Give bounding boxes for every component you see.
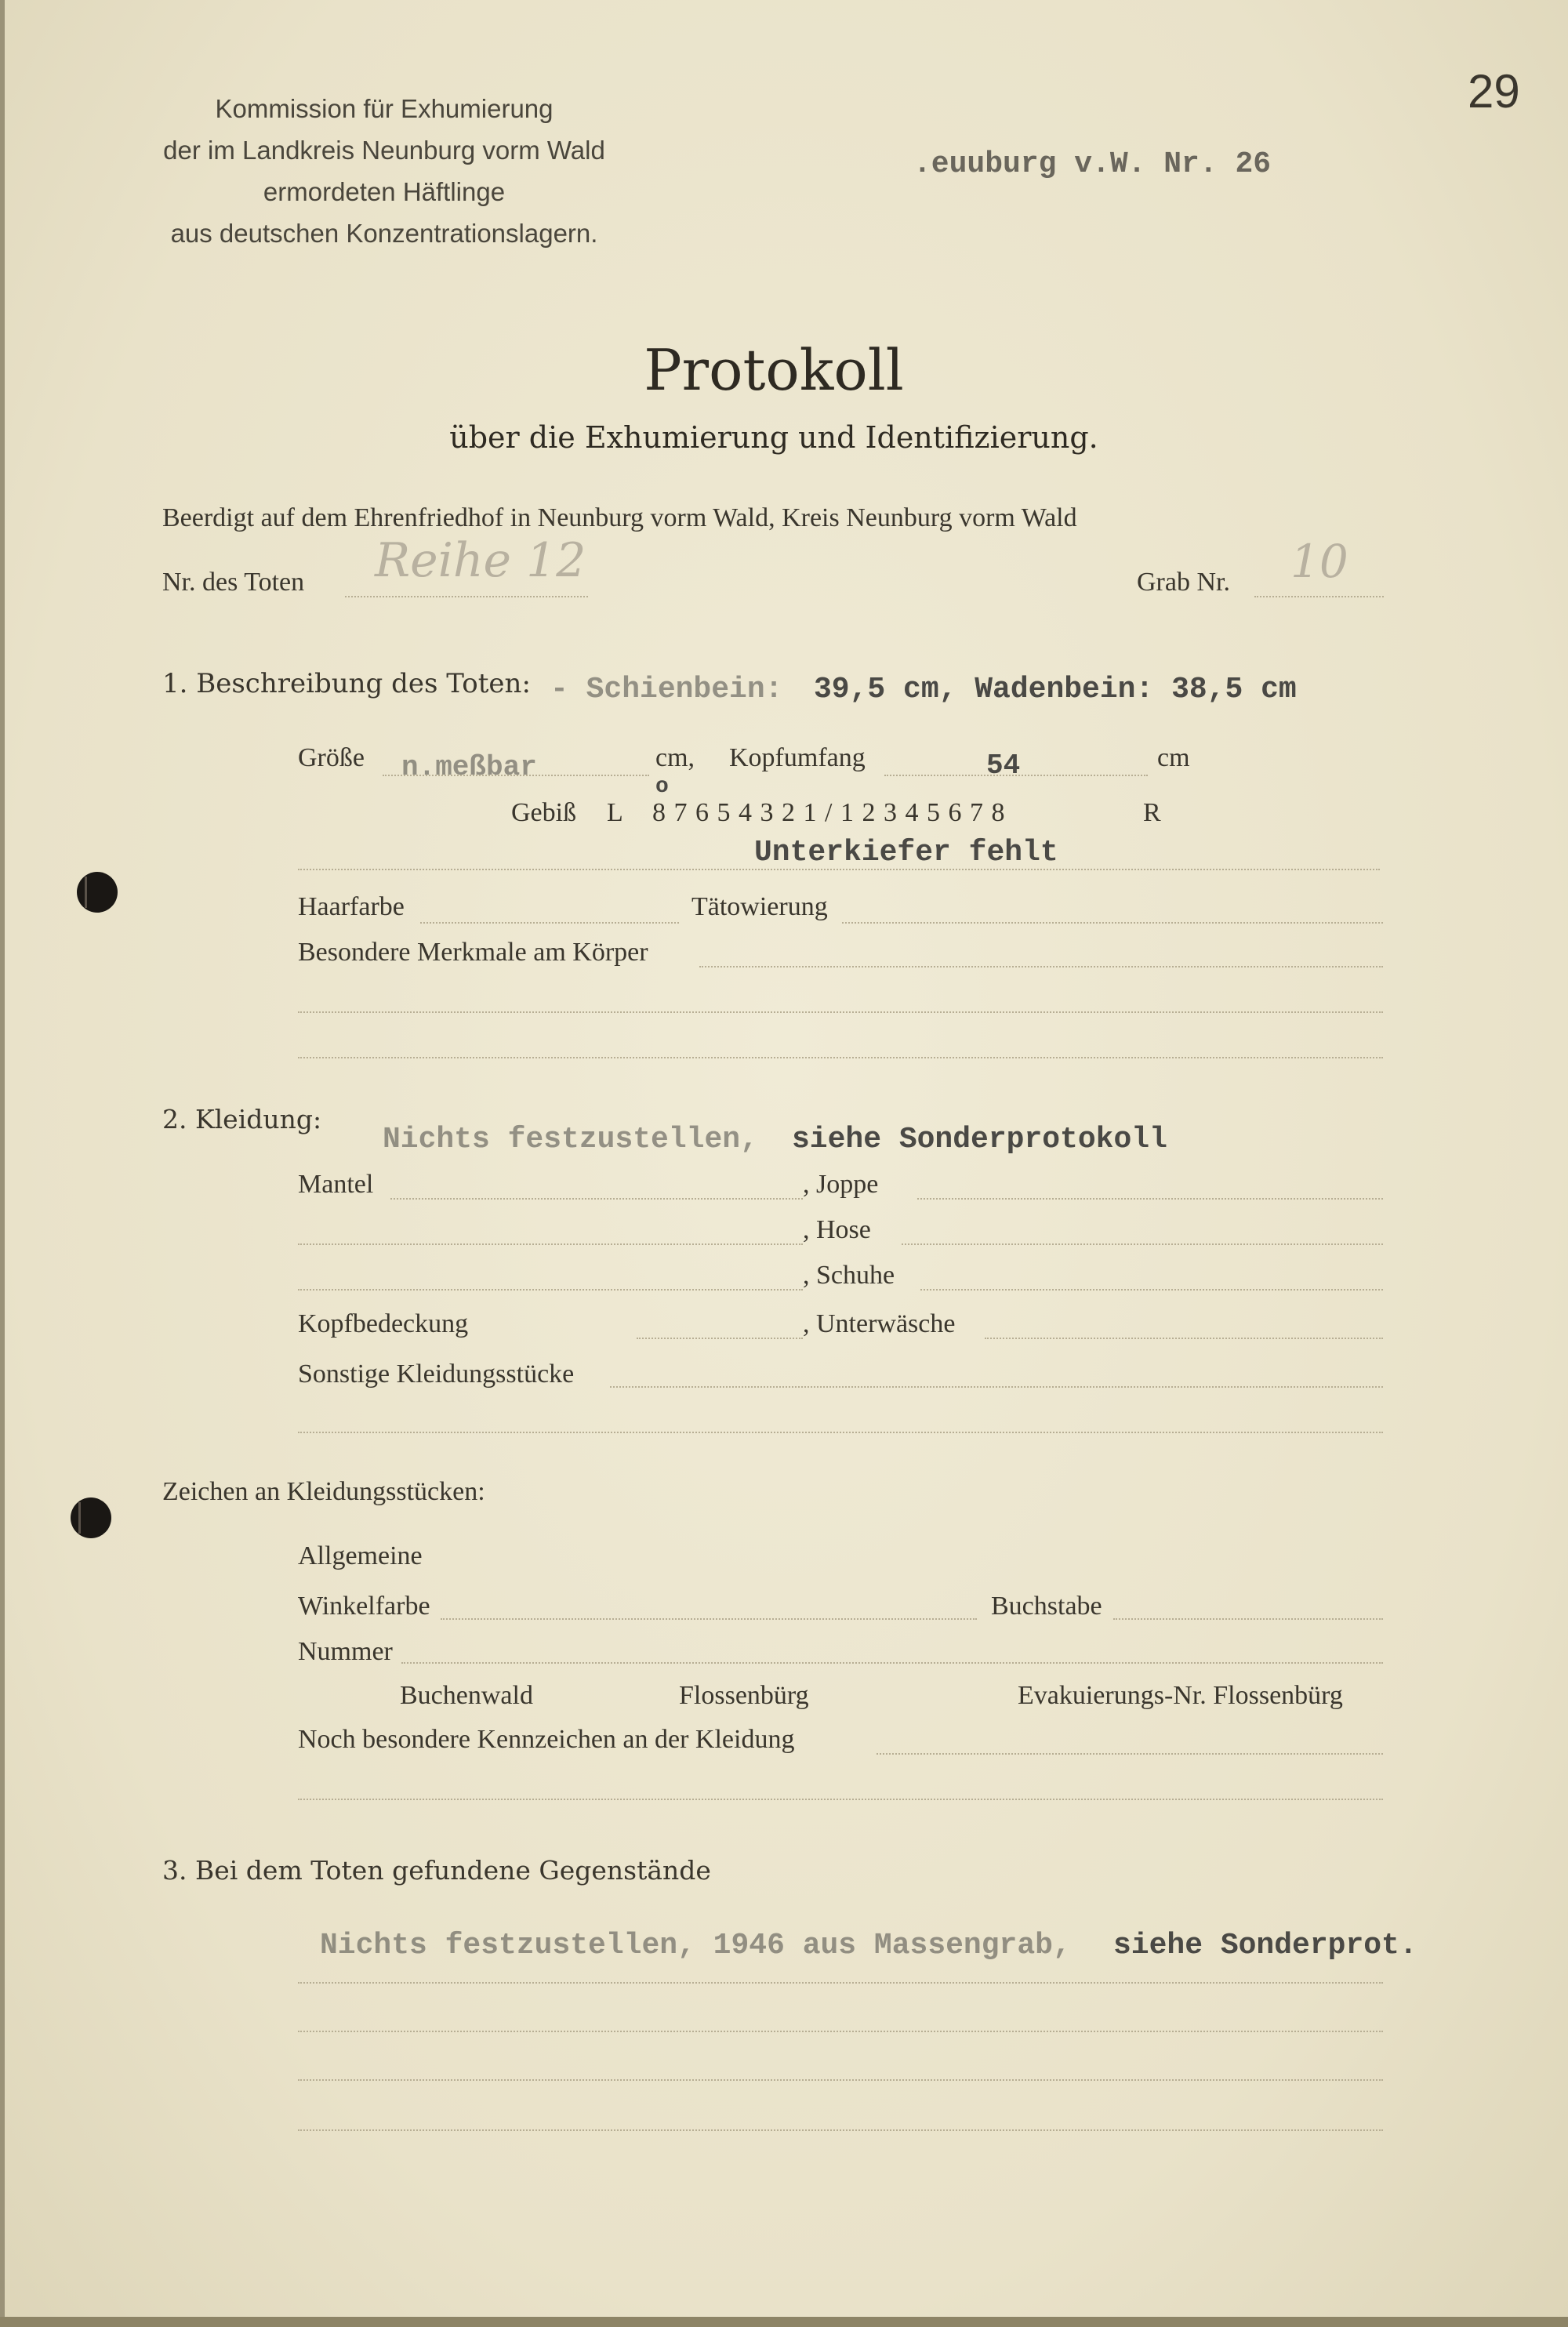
section1-typed-shin: - Schienbein: — [550, 673, 783, 706]
hose-line — [902, 1243, 1383, 1245]
kopfumfang-value: 54 — [986, 750, 1021, 782]
commission-line-3: ermordeten Häftlinge — [263, 177, 506, 206]
groesse-value: n.meßbar — [401, 751, 537, 783]
reference-number: .euuburg v.W. Nr. 26 — [913, 147, 1272, 181]
section1-heading: 1. Beschreibung des Toten: — [162, 668, 531, 699]
haarfarbe-label: Haarfarbe — [298, 892, 405, 921]
allgemeine-label: Allgemeine — [298, 1541, 423, 1570]
joppe-label: , Joppe — [803, 1170, 879, 1199]
grab-line — [1254, 596, 1384, 597]
nummer-line — [401, 1662, 1383, 1664]
taetowierung-line — [842, 922, 1383, 924]
merkmale-line-2 — [298, 1011, 1383, 1013]
nr-toten-line — [345, 596, 588, 597]
kopfumfang-unit: cm — [1157, 743, 1190, 772]
gebiss-teeth: 8 7 6 5 4 3 2 1 / 1 2 3 4 5 6 7 8 — [652, 798, 1006, 827]
burial-location: Beerdigt auf dem Ehrenfriedhof in Neunburg vorm Wald, Kreis Neunburg vorm Wald — [162, 503, 1077, 532]
binder-hole-top — [77, 872, 118, 913]
noch-line-2 — [298, 1799, 1383, 1800]
joppe-line — [917, 1198, 1383, 1200]
schuhe-label: , Schuhe — [803, 1261, 895, 1290]
nr-toten-label: Nr. des Toten — [162, 568, 305, 597]
section2-typed-faint: Nichts festzustellen, — [383, 1123, 758, 1156]
noch-label: Noch besondere Kennzeichen an der Kleidung — [298, 1725, 795, 1754]
hose-label: , Hose — [803, 1215, 871, 1244]
buchstabe-line — [1113, 1618, 1383, 1620]
taetowierung-label: Tätowierung — [691, 892, 828, 921]
merkmale-label: Besondere Merkmale am Körper — [298, 938, 648, 967]
section3-heading: 3. Bei dem Toten gefundene Gegenstände — [162, 1855, 711, 1886]
schuhe-left-line — [298, 1289, 803, 1291]
groesse-line — [383, 775, 649, 776]
commission-header — [125, 88, 643, 254]
section2-typed-bold: siehe Sonderprotokoll — [792, 1123, 1167, 1156]
winkelfarbe-line — [441, 1618, 977, 1620]
section3-line-2 — [298, 2031, 1383, 2032]
grab-label: Grab Nr. — [1137, 568, 1230, 597]
page-number: 29 — [1468, 65, 1520, 118]
winkelfarbe-label: Winkelfarbe — [298, 1592, 430, 1621]
gebiss-left: L — [607, 798, 623, 827]
section3-line-1 — [298, 1982, 1383, 1984]
unterkiefer-note: Unterkiefer fehlt — [754, 836, 1058, 869]
section1-typed-measures: 39,5 cm, Wadenbein: 38,5 cm — [814, 673, 1297, 706]
haarfarbe-line — [420, 922, 679, 924]
buchstabe-label: Buchstabe — [991, 1592, 1102, 1621]
commission-line-2: der im Landkreis Neunburg vorm Wald — [163, 136, 605, 165]
nr-toten-value: Reihe 12 — [375, 533, 586, 588]
commission-line-4: aus deutschen Konzentrationslagern. — [170, 219, 598, 248]
page-subtitle: über die Exhumierung und Identifizierung. — [449, 420, 1098, 455]
merkmale-line — [699, 966, 1383, 967]
grab-value: 10 — [1290, 535, 1348, 588]
unterwaesche-label: , Unterwäsche — [803, 1309, 956, 1338]
section3-line-4 — [298, 2129, 1383, 2131]
flossenbuerg-label: Flossenbürg — [679, 1681, 809, 1710]
groesse-unit: cm, — [655, 743, 695, 772]
section3-line-3 — [298, 2079, 1383, 2081]
binder-hole-bottom — [71, 1497, 111, 1538]
schuhe-line — [920, 1289, 1383, 1291]
mantel-label: Mantel — [298, 1170, 374, 1199]
unterwaesche-line — [985, 1338, 1383, 1339]
sonstige-line-2 — [298, 1432, 1383, 1433]
merkmale-line-3 — [298, 1057, 1383, 1058]
sonstige-line — [610, 1386, 1383, 1388]
page-title: Protokoll — [644, 337, 904, 403]
gebiss-line — [298, 869, 1380, 870]
kopfbedeckung-label: Kopfbedeckung — [298, 1309, 469, 1338]
commission-line-1: Kommission für Exhumierung — [215, 94, 554, 123]
buchenwald-label: Buchenwald — [400, 1681, 533, 1710]
zeichen-heading: Zeichen an Kleidungsstücken: — [162, 1477, 485, 1506]
hose-left-line — [298, 1243, 803, 1245]
section2-heading: 2. Kleidung: — [162, 1104, 322, 1134]
gebiss-label: Gebiß — [511, 798, 577, 827]
nummer-label: Nummer — [298, 1637, 393, 1666]
mantel-line — [390, 1198, 803, 1200]
kopfumfang-label: Kopfumfang — [729, 743, 866, 772]
evakuierung-label: Evakuierungs-Nr. Flossenbürg — [1018, 1681, 1343, 1710]
noch-line — [877, 1753, 1383, 1755]
gebiss-mark: o — [655, 775, 669, 799]
groesse-label: Größe — [298, 743, 365, 772]
gebiss-right: R — [1143, 798, 1161, 827]
kopfbedeckung-line — [637, 1338, 803, 1339]
sonstige-label: Sonstige Kleidungsstücke — [298, 1360, 575, 1389]
page-bottom-edge — [0, 2317, 1568, 2327]
section3-typed-faint: Nichts festzustellen, 1946 aus Massengrab, — [320, 1929, 1071, 1962]
section3-typed-bold: siehe Sonderprot. — [1113, 1929, 1417, 1962]
